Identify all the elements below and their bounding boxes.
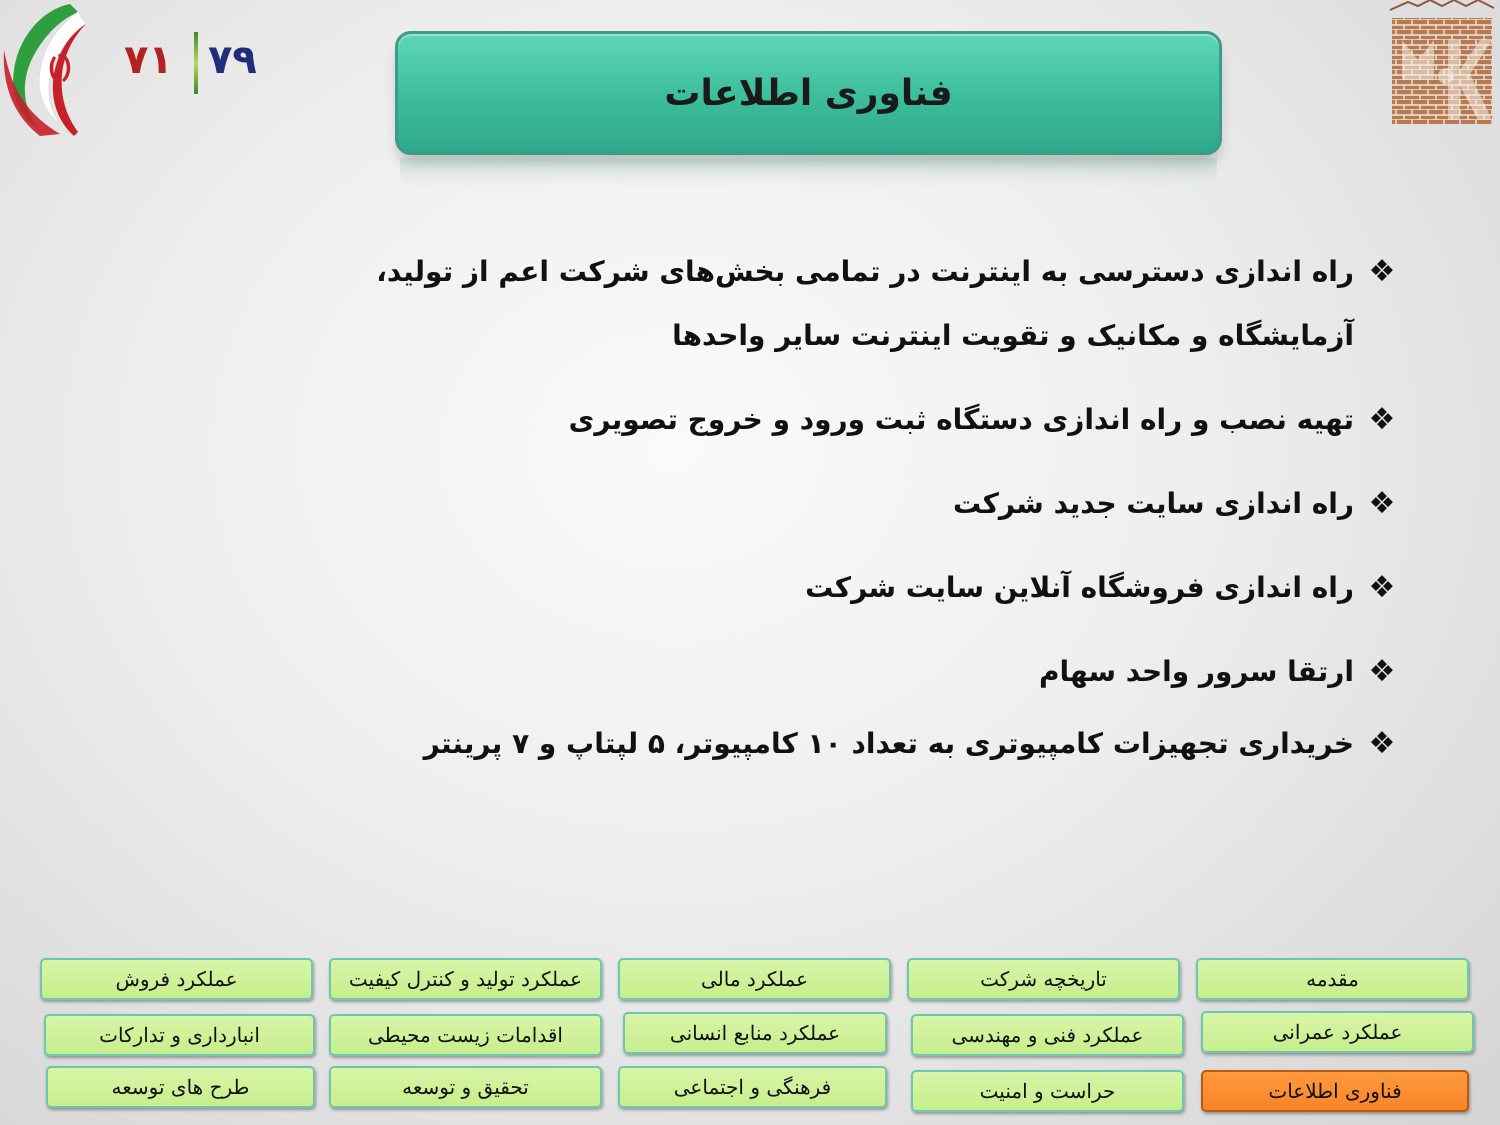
nav-button-warehouse-procurement[interactable]: انبارداری و تدارکات: [44, 1014, 315, 1056]
year-range: [118, 30, 268, 95]
diamond-bullet-icon: ❖: [1368, 486, 1396, 521]
bullet-text: خریداری تجهیزات کامپیوتری به تعداد ۱۰ کامپیوتر، ۵ لپتاپ و ۷ پرینتر: [423, 727, 1354, 760]
bullet-item: [250, 556, 1410, 620]
bullet-item: [250, 712, 1410, 776]
brick-factory-logo-icon: [1388, 0, 1496, 128]
diamond-bullet-icon: ❖: [1368, 402, 1396, 437]
bullet-text: ارتقا سرور واحد سهام: [1038, 655, 1354, 688]
bullet-text: تهیه نصب و راه اندازی دستگاه ثبت ورود و خروج تصویری: [568, 403, 1354, 436]
nav-button-human-resources[interactable]: عملکرد منابع انسانی: [623, 1012, 887, 1054]
page-title: فناوری اطلاعات: [664, 72, 953, 114]
nav-button-research-development[interactable]: تحقیق و توسعه: [329, 1066, 602, 1108]
diamond-bullet-icon: ❖: [1368, 654, 1396, 689]
diamond-bullet-icon: ❖: [1368, 726, 1396, 761]
title-reflection: [400, 158, 1217, 188]
year-divider: [194, 32, 198, 94]
nav-button-production-quality[interactable]: عملکرد تولید و کنترل کیفیت: [329, 958, 602, 1000]
nav-button-history[interactable]: تاریخچه شرکت: [907, 958, 1180, 1000]
bullet-list: [250, 240, 1410, 800]
diamond-bullet-icon: ❖: [1368, 570, 1396, 605]
year-start: ۷۱: [124, 37, 173, 83]
nav-button-environmental[interactable]: اقدامات زیست محیطی: [329, 1014, 602, 1056]
bullet-text: راه اندازی فروشگاه آنلاین سایت شرکت: [805, 571, 1354, 604]
nav-button-information-technology[interactable]: فناوری اطلاعات: [1201, 1070, 1469, 1112]
nav-button-financial[interactable]: عملکرد مالی: [618, 958, 891, 1000]
nav-button-intro[interactable]: مقدمه: [1196, 958, 1469, 1000]
year-end: ۷۹: [208, 37, 257, 83]
bullet-item: [250, 388, 1410, 452]
bullet-text: راه اندازی دسترسی به اینترنت در تمامی بخش‌های شرکت اعم از تولید، آزمایشگاه و مکانیک و تقویت اینترنت سایر واحدها: [376, 255, 1354, 352]
nav-button-cultural-social[interactable]: فرهنگی و اجتماعی: [618, 1066, 887, 1108]
nav-button-sales[interactable]: عملکرد فروش: [40, 958, 313, 1000]
nav-button-security[interactable]: حراست و امنیت: [911, 1070, 1184, 1112]
nav-button-development-plans[interactable]: طرح های توسعه: [46, 1066, 315, 1108]
nav-button-technical-engineering[interactable]: عملکرد فنی و مهندسی: [911, 1014, 1184, 1056]
bullet-item: [250, 472, 1410, 536]
bullet-item: [250, 640, 1410, 704]
iran-flag-emblem-icon: [0, 0, 95, 140]
nav-button-construction[interactable]: عملکرد عمرانی: [1201, 1011, 1474, 1053]
title-bar: [395, 31, 1222, 155]
bullet-text: راه اندازی سایت جدید شرکت: [952, 487, 1354, 520]
bullet-item: [250, 240, 1410, 368]
diamond-bullet-icon: ❖: [1368, 254, 1396, 289]
